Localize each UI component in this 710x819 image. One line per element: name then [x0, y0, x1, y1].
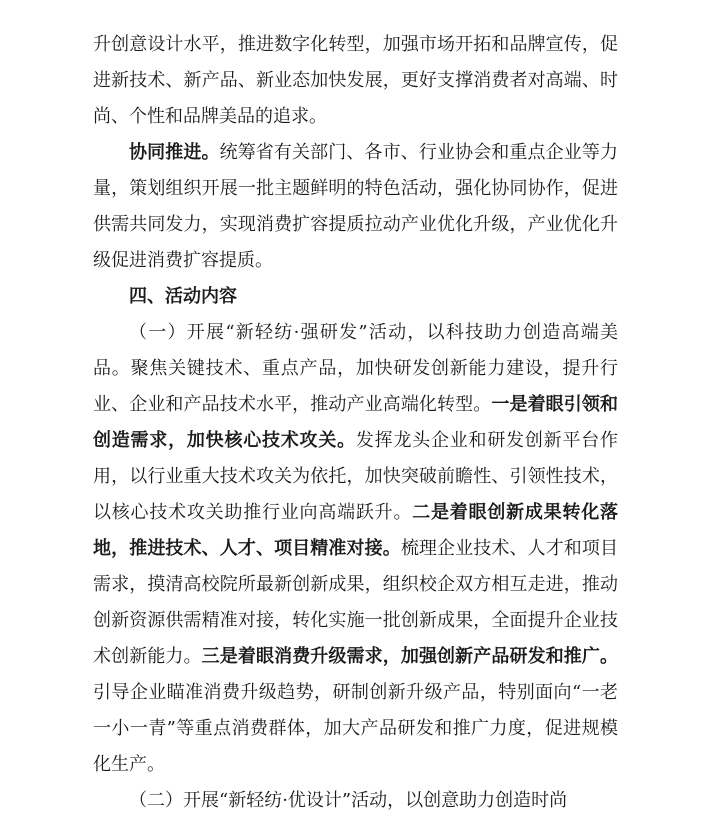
item-1-point-2-lead: 二是着眼创新成果转化落地，推进技术、人才、项目精准对接。 [93, 502, 619, 559]
item-1-intro: 聚焦关键技术、重点产品，加快研发创新能力建设，提升行业、企业和产品技术水平，推动产业高端化转型。 [93, 358, 619, 415]
collaboration-paragraph [93, 135, 618, 279]
item-1-point-1-lead: 一是着眼引领和创造需求，加快核心技术攻关。 [93, 394, 619, 451]
collaboration-lead: 协同推进。 [129, 142, 220, 163]
continuation-paragraph: 升创意设计水平，推进数字化转型，加强市场开拓和品牌宣传，促进新技术、新产品、新业态加快发展，更好支撑消费者对高端、时尚、个性和品牌美品的追求。 [93, 34, 618, 127]
document-page [93, 27, 618, 819]
item-1-paragraph [93, 315, 618, 783]
item-1-point-3-lead: 三是着眼消费升级需求，加强创新产品研发和推广。 [201, 646, 619, 667]
item-1-point-1-text: 发挥龙头企业和研发创新平台作用，以行业重大技术攻关为依托，加快突破前瞻性、引领性技术，以核心技术攻关助推行业向高端跃升。 [93, 430, 619, 523]
item-1-point-3-text: 引导企业瞄准消费升级趋势，研制创新升级产品，特别面向“一老一小一青”等重点消费群体，加大产品研发和推广力度，促进规模化生产。 [93, 682, 618, 775]
item-1-heading: （一）开展“新轻纺·强研发”活动，以科技助力创造高端美品。 [93, 322, 618, 379]
item-1-point-2-text: 梳理企业技术、人才和项目需求，摸清高校院所最新创新成果，组织校企双方相互走进，推动创新资源供需精准对接，转化实施一批创新成果，全面提升企业技术创新能力。 [93, 538, 619, 667]
section-heading: 四、活动内容 [129, 286, 237, 307]
collaboration-body: 统筹省有关部门、各市、行业协会和重点企业等力量，策划组织开展一批主题鲜明的特色活动，强化协同协作，促进供需共同发力，实现消费扩容提质拉动产业优化升级，产业优化升级促进消费扩容提质。 [93, 142, 618, 271]
item-2-heading: （二）开展“新轻纺·优设计”活动，以创意助力创造时尚 [129, 790, 568, 811]
